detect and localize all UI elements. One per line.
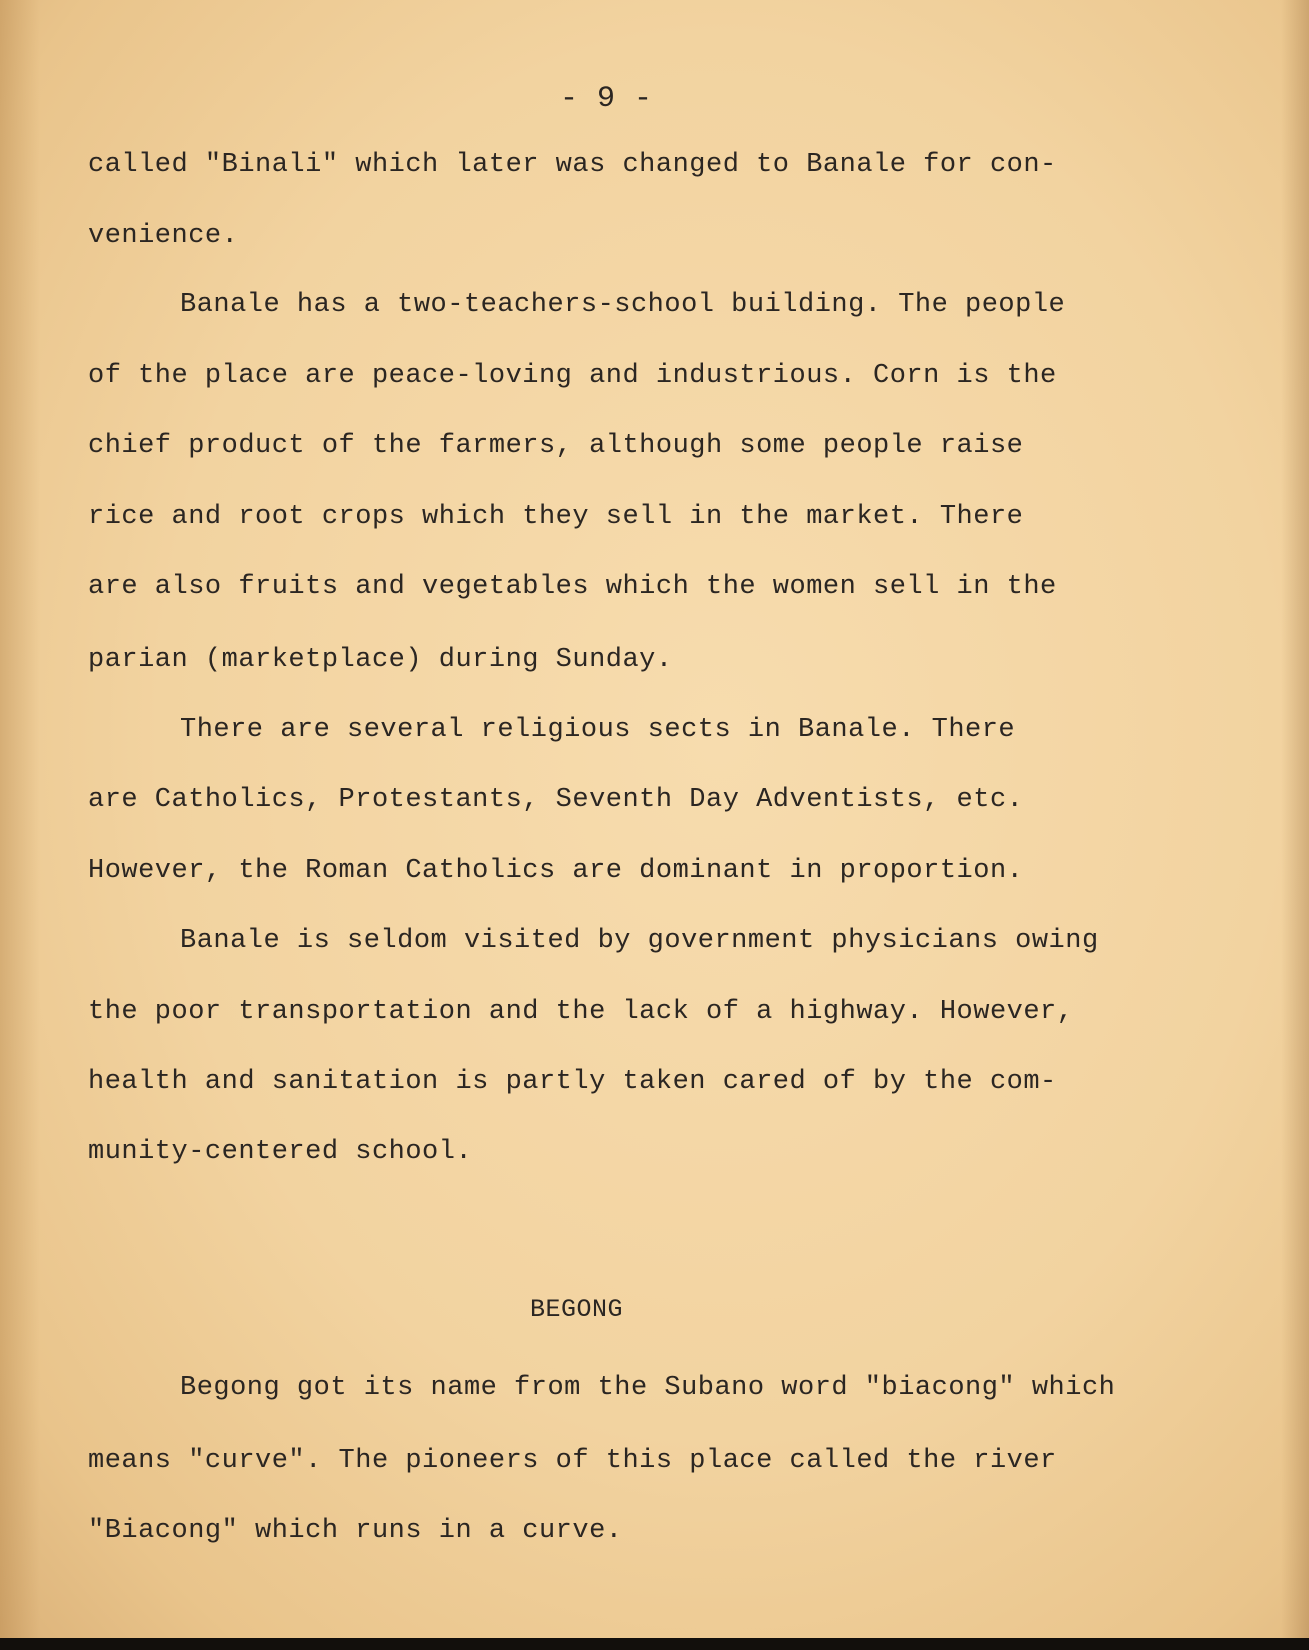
text-line: There are several religious sects in Banale. There: [180, 715, 1016, 745]
text-line: Begong got its name from the Subano word "biacong" which: [180, 1373, 1116, 1403]
text-line: rice and root crops which they sell in the market. There: [88, 502, 1024, 532]
text-line: are also fruits and vegetables which the women sell in the: [88, 572, 1057, 602]
text-line: health and sanitation is partly taken cared of by the com-: [88, 1067, 1057, 1097]
text-line: venience.: [88, 221, 239, 251]
text-line: Banale is seldom visited by government physicians owing: [180, 926, 1099, 956]
text-line: are Catholics, Protestants, Seventh Day Adventists, etc.: [88, 785, 1024, 815]
text-line: However, the Roman Catholics are dominant in proportion.: [88, 856, 1024, 886]
page-number: - 9 -: [560, 82, 653, 116]
scan-bottom-edge: [0, 1638, 1309, 1650]
text-line: chief product of the farmers, although some people raise: [88, 431, 1024, 461]
text-line: Banale has a two-teachers-school building. The people: [180, 290, 1066, 320]
text-line: of the place are peace-loving and industrious. Corn is the: [88, 361, 1057, 391]
text-line: the poor transportation and the lack of a highway. However,: [88, 997, 1074, 1027]
text-line: means "curve". The pioneers of this place called the river: [88, 1446, 1057, 1476]
text-line: called "Binali" which later was changed to Banale for con-: [88, 150, 1057, 180]
text-line: munity-centered school.: [88, 1137, 473, 1167]
text-line: "Biacong" which runs in a curve.: [88, 1516, 623, 1546]
section-heading: BEGONG: [530, 1295, 624, 1324]
text-line: parian (marketplace) during Sunday.: [88, 645, 673, 675]
